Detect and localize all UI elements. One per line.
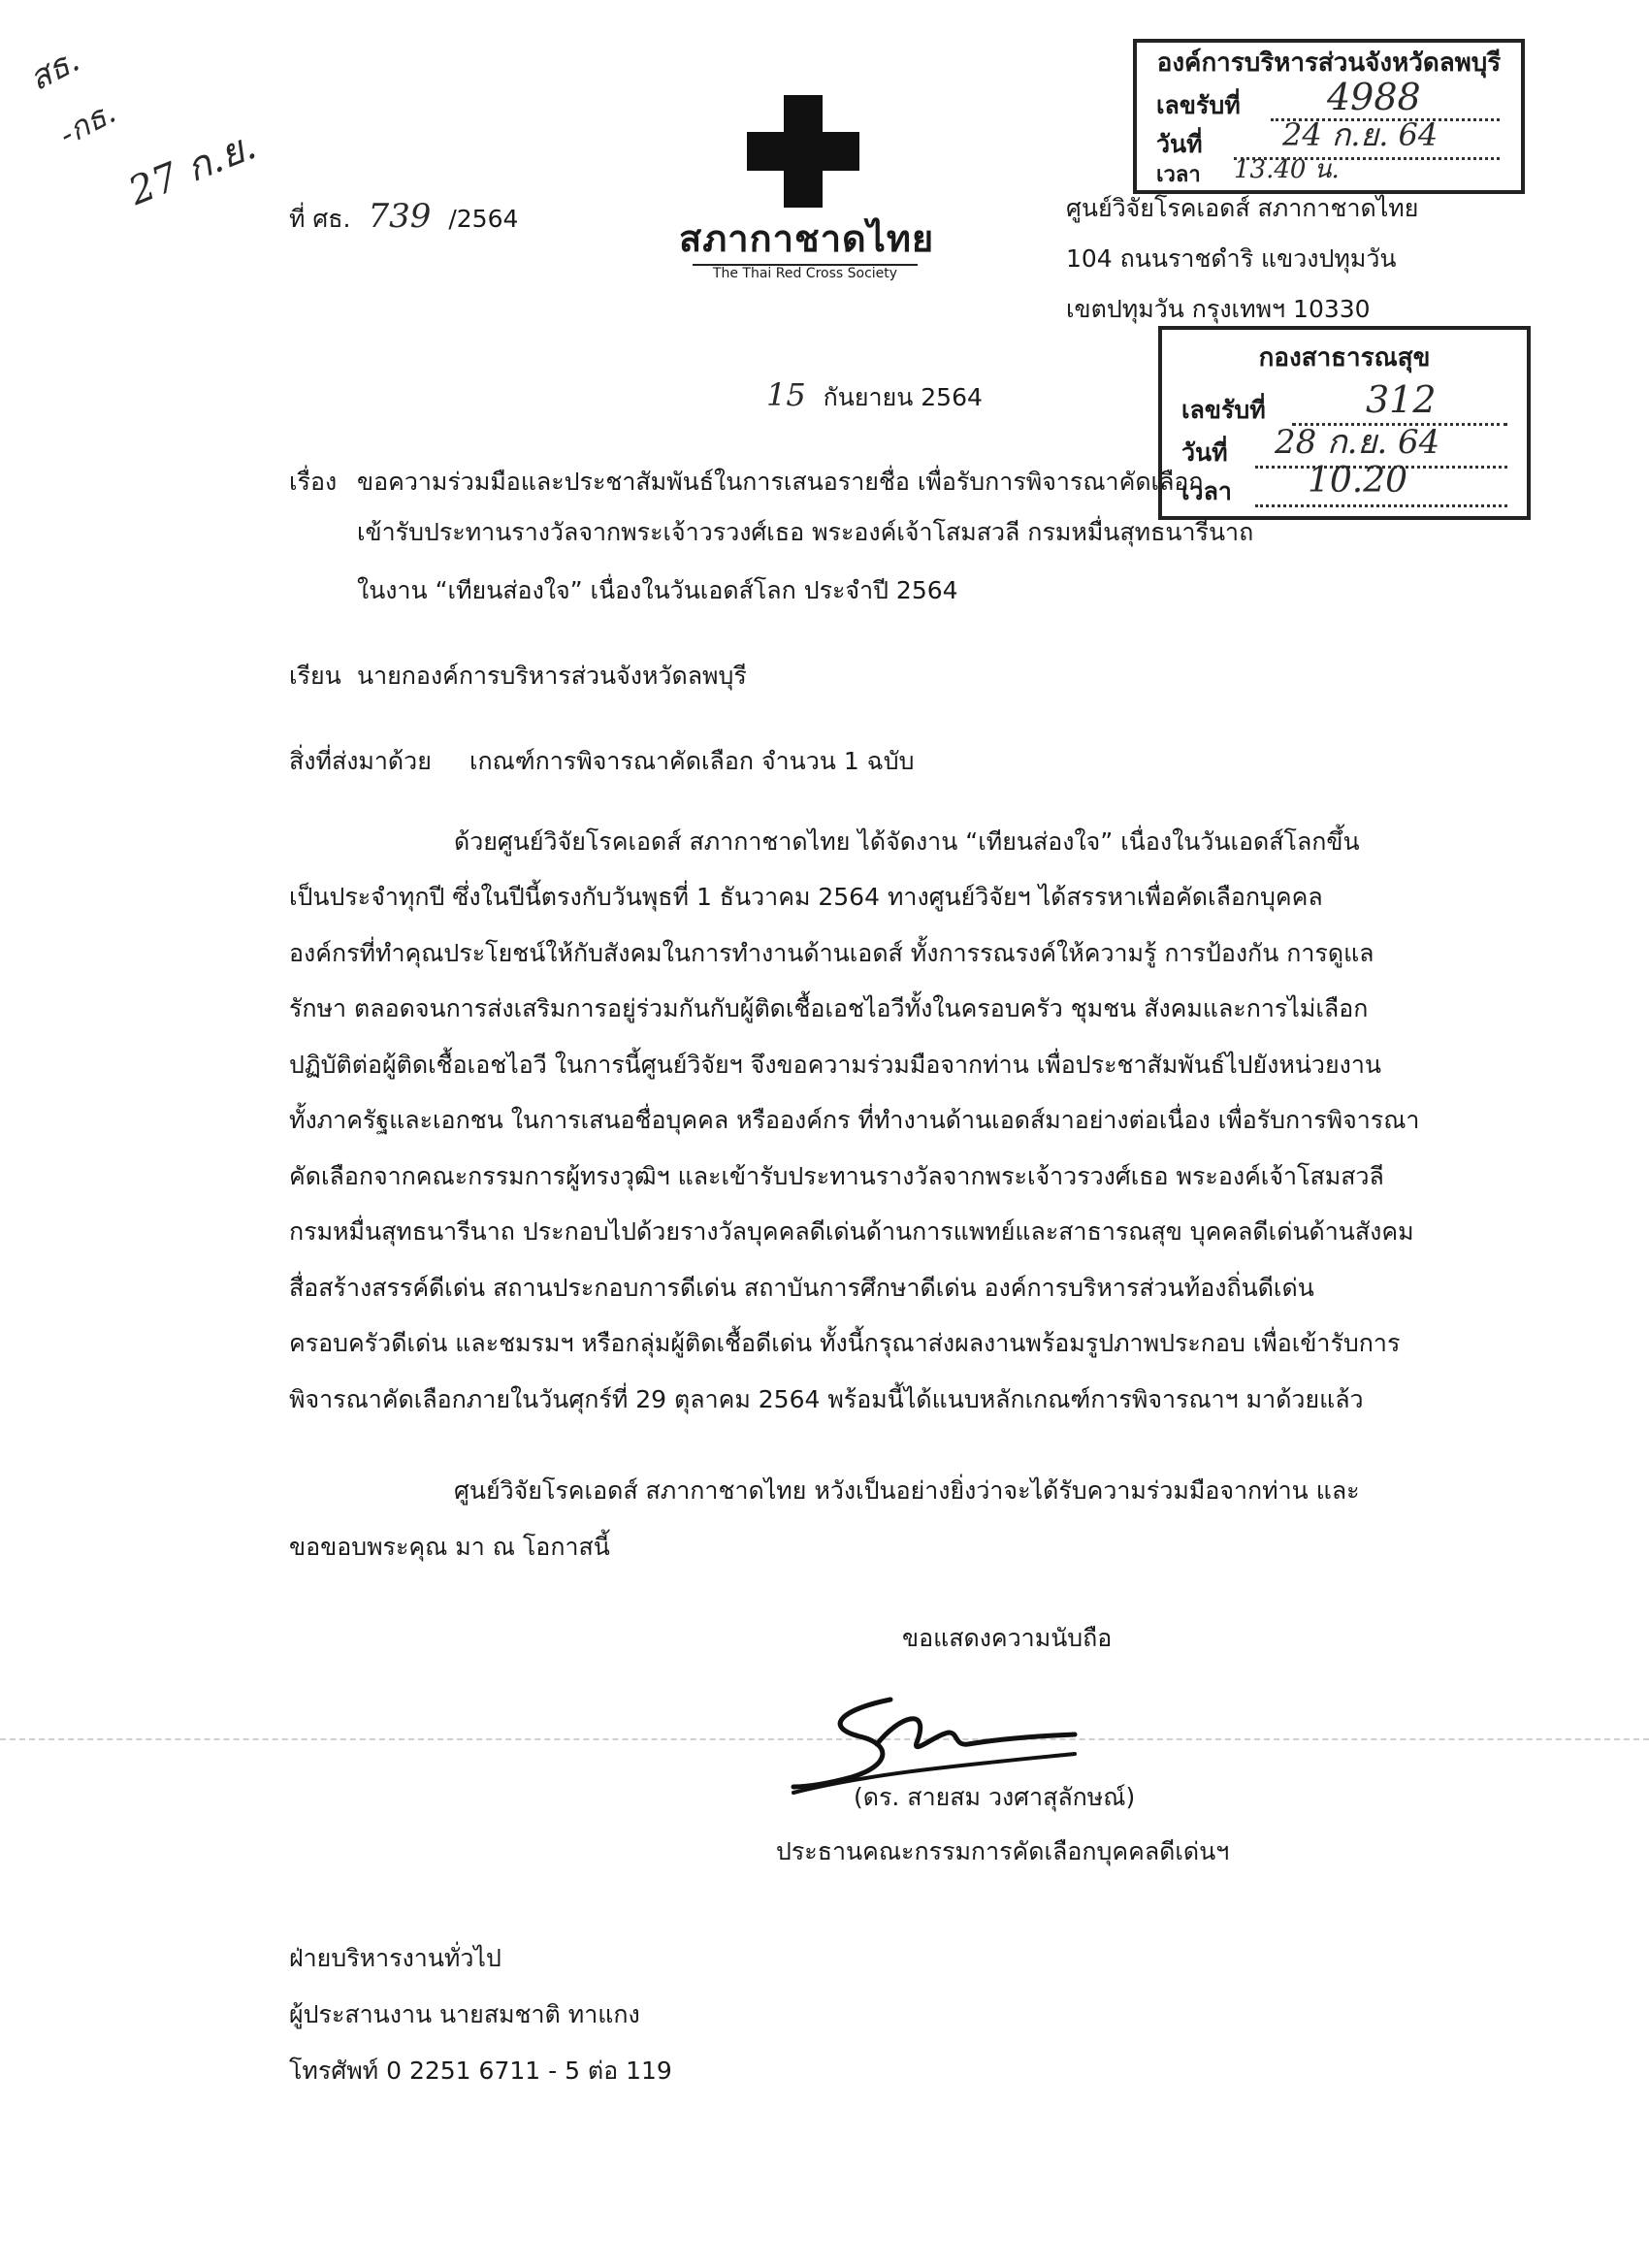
stamp-pao-receive-label: เลขรับที่ <box>1156 91 1241 119</box>
stamp-health-receive-value: 312 <box>1366 378 1437 421</box>
stamp-health-title: กองสาธารณสุข <box>1258 343 1431 373</box>
signer-title: ประธานคณะกรรมการคัดเลือกบุคคลดีเด่นฯ <box>776 1837 1230 1865</box>
body-paragraph-1-line: รักษา ตลอดจนการส่งเสริมการอยู่ร่วมกันกับผู้ติดเชื้อเอชไอวีทั้งในครอบครัว ชุมชน สังคมและการไม่เลือก <box>289 994 1369 1022</box>
recipient-value: นายกองค์การบริหารส่วนจังหวัดลพบุรี <box>357 662 747 690</box>
body-paragraph-1-line: ด้วยศูนย์วิจัยโรคเอดส์ สภากาชาดไทย ได้จัดงาน “เทียนส่องใจ” เนื่องในวันเอดส์โลกขึ้น <box>454 827 1360 856</box>
stamp-pao-receive-value: 4988 <box>1327 76 1421 118</box>
enclosure-label: สิ่งที่ส่งมาด้วย <box>289 747 432 775</box>
document-number-suffix: /2564 <box>448 205 519 233</box>
subject-line-1: ขอความร่วมมือและประชาสัมพันธ์ในการเสนอรายชื่อ เพื่อรับการพิจารณาคัดเลือก <box>357 468 1204 496</box>
sender-organization: ศูนย์วิจัยโรคเอดส์ สภากาชาดไทย <box>1066 194 1419 222</box>
margin-note-3: 27 ก.ย. <box>122 123 263 214</box>
stamp-pao-time-label: เวลา <box>1156 163 1201 187</box>
document-date <box>766 376 983 413</box>
body-paragraph-1-line: สื่อสร้างสรรค์ดีเด่น สถานประกอบการดีเด่น สถาบันการศึกษาดีเด่น องค์การบริหารส่วนท้องถิ่นดีเด่น <box>289 1274 1314 1302</box>
sender-address-line-2: เขตปทุมวัน กรุงเทพฯ 10330 <box>1066 295 1371 323</box>
margin-note-1: สธ. <box>22 41 86 99</box>
document-number <box>289 197 518 237</box>
body-paragraph-1-line: ทั้งภาครัฐและเอกชน ในการเสนอชื่อบุคคล หรือองค์กร ที่ทำงานด้านเอดส์มาอย่างต่อเนื่อง เพื่อรับการพิจารณา <box>289 1106 1420 1134</box>
sender-address-line-1: 104 ถนนราชดำริ แขวงปทุมวัน <box>1066 244 1397 273</box>
footer-phone: โทรศัพท์ 0 2251 6711 - 5 ต่อ 119 <box>289 2057 672 2085</box>
stamp-health-time-dots <box>1255 504 1507 507</box>
stamp-health-time-label: เวลา <box>1181 477 1232 505</box>
body-paragraph-1-line: คัดเลือกจากคณะกรรมการผู้ทรงวุฒิฯ และเข้ารับประทานรางวัลจากพระเจ้าวรวงศ์เธอ พระองค์เจ้าโสมสวลี <box>289 1162 1384 1190</box>
body-paragraph-1-line: ปฏิบัติต่อผู้ติดเชื้อเอชไอวี ในการนี้ศูนย์วิจัยฯ จึงขอความร่วมมือจากท่าน เพื่อประชาสัมพันธ์ไปยังหน่วยงาน <box>289 1051 1381 1079</box>
body-paragraph-1-line: พิจารณาคัดเลือกภายในวันศุกร์ที่ 29 ตุลาคม 2564 พร้อมนี้ได้แนบหลักเกณฑ์การพิจารณาฯ มาด้วยแล้ว <box>289 1385 1364 1413</box>
body-paragraph-1-line: กรมหมื่นสุทธนารีนาถ ประกอบไปด้วยรางวัลบุคคลดีเด่นด้านการแพทย์และสาธารณสุข บุคคลดีเด่นด้านสังคม <box>289 1217 1414 1246</box>
logo-thai-text: สภากาชาดไทย <box>679 217 935 260</box>
receive-stamp-health <box>1158 326 1531 520</box>
enclosure-value: เกณฑ์การพิจารณาคัดเลือก จำนวน 1 ฉบับ <box>469 747 915 775</box>
document-number-handwritten: 739 <box>368 197 432 236</box>
receive-stamp-pao <box>1133 39 1525 194</box>
red-cross-logo <box>679 93 935 287</box>
body-paragraph-1-line: เป็นประจำทุกปี ซึ่งในปีนี้ตรงกับวันพุธที่ 1 ธันวาคม 2564 ทางศูนย์วิจัยฯ ได้สรรหาเพื่อคัดเลือกบุคคล <box>289 883 1323 911</box>
subject-label: เรื่อง <box>289 468 338 496</box>
body-paragraph-1-line: องค์กรที่ทำคุณประโยชน์ให้กับสังคมในการทำงานด้านเอดส์ ทั้งการรณรงค์ให้ความรู้ การป้องกัน การดูแล <box>289 939 1374 967</box>
subject-line-2: เข้ารับประทานรางวัลจากพระเจ้าวรวงศ์เธอ พระองค์เจ้าโสมสวลี กรมหมื่นสุทธนารีนาถ <box>357 518 1254 546</box>
stamp-health-date-value: 28 ก.ย. 64 <box>1275 423 1440 462</box>
margin-note-2: -กธ. <box>52 93 122 153</box>
recipient-label: เรียน <box>289 662 341 690</box>
document-date-day: 15 <box>766 376 806 413</box>
subject-line-3: ในงาน “เทียนส่องใจ” เนื่องในวันเอดส์โลก ประจำปี 2564 <box>357 576 958 604</box>
footer-department: ฝ่ายบริหารงานทั่วไป <box>289 1944 501 1972</box>
closing-salutation: ขอแสดงความนับถือ <box>902 1624 1113 1652</box>
stamp-pao-title: องค์การบริหารส่วนจังหวัดลพบุรี <box>1156 49 1502 78</box>
stamp-health-receive-label: เลขรับที่ <box>1181 396 1266 424</box>
body-paragraph-1-line: ครอบครัวดีเด่น และชมรมฯ หรือกลุ่มผู้ติดเชื้อดีเด่น ทั้งนี้กรุณาส่งผลงานพร้อมรูปภาพประกอบ เพื่อเข้ารับการ <box>289 1329 1401 1357</box>
stamp-pao-time-value: 13.40 น. <box>1234 155 1340 184</box>
body-paragraph-2-line: ขอขอบพระคุณ มา ณ โอกาสนี้ <box>289 1533 610 1561</box>
logo-english-text: The Thai Red Cross Society <box>712 266 898 281</box>
body-paragraph-2-line: ศูนย์วิจัยโรคเอดส์ สภากาชาดไทย หวังเป็นอย่างยิ่งว่าจะได้รับความร่วมมือจากท่าน และ <box>454 1476 1360 1505</box>
stamp-health-time-value: 10.20 <box>1308 461 1408 501</box>
signer-name: (ดร. สายสม วงศาสุลักษณ์) <box>854 1783 1136 1811</box>
stamp-health-date-label: วันที่ <box>1181 438 1228 467</box>
footer-coordinator: ผู้ประสานงาน นายสมชาติ ทาแกง <box>289 2000 640 2028</box>
stamp-pao-date-value: 24 ก.ย. 64 <box>1282 116 1439 153</box>
document-date-rest: กันยายน 2564 <box>823 383 983 411</box>
red-cross-icon <box>745 93 861 210</box>
stamp-pao-date-label: วันที่ <box>1156 130 1203 158</box>
document-number-label: ที่ ศธ. <box>289 205 351 233</box>
